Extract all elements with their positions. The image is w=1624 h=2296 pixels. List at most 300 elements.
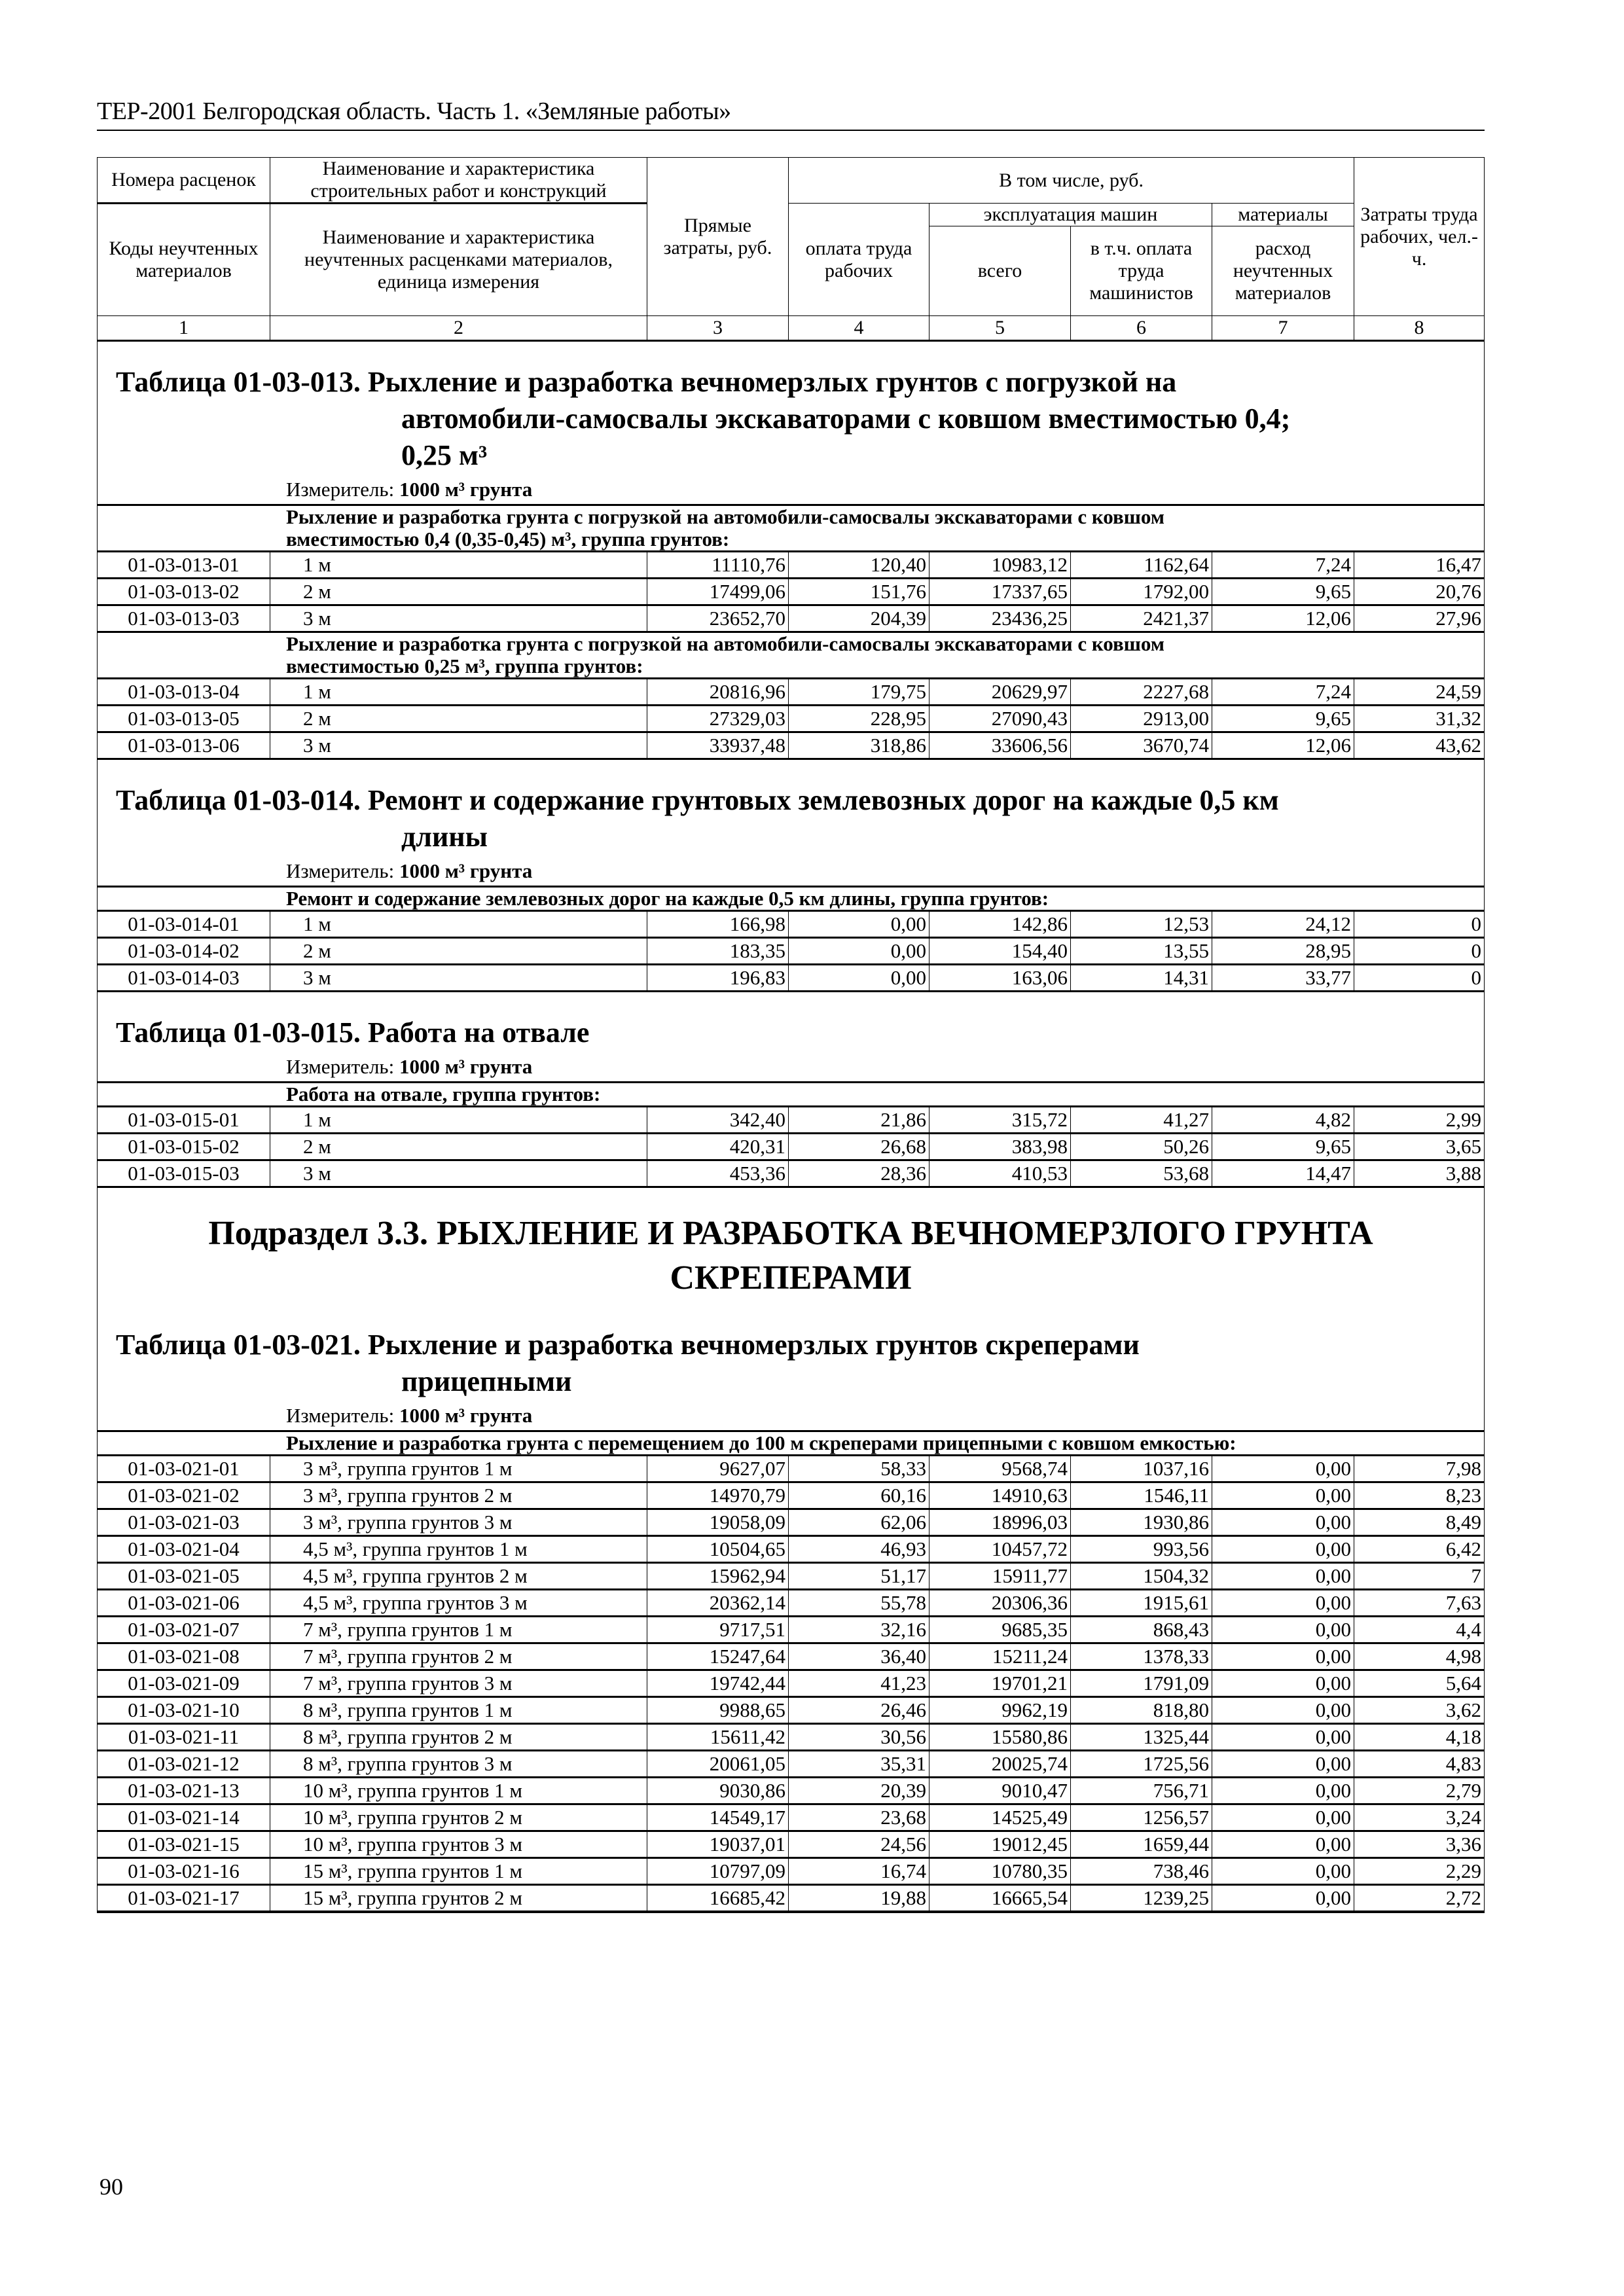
col-number: 6: [1071, 316, 1212, 341]
value-hours: 8,23: [1354, 1482, 1485, 1509]
rate-code: 01-03-021-13: [98, 1778, 270, 1804]
value-machines: 14525,49: [929, 1804, 1071, 1831]
value-machines: 383,98: [929, 1134, 1071, 1160]
value-operators: 1791,09: [1071, 1670, 1212, 1697]
value-hours: 2,99: [1354, 1107, 1485, 1134]
value-machines: 18996,03: [929, 1509, 1071, 1536]
rate-code: 01-03-014-02: [98, 938, 270, 965]
rate-name: 8 м³, группа грунтов 3 м: [270, 1751, 647, 1778]
value-labor: 120,40: [789, 552, 929, 579]
rate-name: 15 м³, группа грунтов 1 м: [270, 1858, 647, 1885]
value-materials: 0,00: [1212, 1778, 1354, 1804]
col-header-machines-total: всего: [929, 226, 1071, 316]
rate-code: 01-03-015-01: [98, 1107, 270, 1134]
value-materials: 4,82: [1212, 1107, 1354, 1134]
value-operators: 53,68: [1071, 1160, 1212, 1187]
table-row: [98, 1134, 1485, 1160]
rate-code: 01-03-013-06: [98, 732, 270, 759]
value-direct: 19058,09: [647, 1509, 789, 1536]
value-machines: 9568,74: [929, 1456, 1071, 1482]
table-row: [98, 1885, 1485, 1912]
value-hours: 4,98: [1354, 1643, 1485, 1670]
value-operators: 2913,00: [1071, 706, 1212, 732]
column-numbers-row: [98, 316, 1485, 341]
rate-code: 01-03-021-10: [98, 1697, 270, 1724]
section-block: [98, 759, 1485, 887]
value-hours: 3,36: [1354, 1831, 1485, 1858]
section-cell: [98, 759, 1485, 887]
value-direct: 17499,06: [647, 579, 789, 605]
value-hours: 2,79: [1354, 1778, 1485, 1804]
rate-name: 2 м: [270, 938, 647, 965]
measurer-value: 1000 м³ грунта: [399, 1055, 533, 1078]
value-direct: 19037,01: [647, 1831, 789, 1858]
rate-name: 8 м³, группа грунтов 1 м: [270, 1697, 647, 1724]
value-operators: 818,80: [1071, 1697, 1212, 1724]
table-row: [98, 1858, 1485, 1885]
value-labor: 151,76: [789, 579, 929, 605]
table-row: [98, 552, 1485, 579]
rate-code: 01-03-021-17: [98, 1885, 270, 1912]
rate-code: 01-03-021-04: [98, 1536, 270, 1563]
rate-name: 4,5 м³, группа грунтов 2 м: [270, 1563, 647, 1590]
value-direct: 342,40: [647, 1107, 789, 1134]
table-row: [98, 1804, 1485, 1831]
value-machines: 10457,72: [929, 1536, 1071, 1563]
group-heading: [98, 505, 1485, 552]
header-row-1: [98, 158, 1485, 204]
table-title: [98, 342, 1484, 474]
value-machines: 15580,86: [929, 1724, 1071, 1751]
value-hours: 8,49: [1354, 1509, 1485, 1536]
col-number: 1: [98, 316, 270, 341]
subsection-title-line: СКРЕПЕРАМИ: [670, 1259, 912, 1297]
group-heading-row: [98, 1083, 1485, 1107]
value-materials: 9,65: [1212, 1134, 1354, 1160]
rate-name: 3 м³, группа грунтов 1 м: [270, 1456, 647, 1482]
rate-code: 01-03-013-02: [98, 579, 270, 605]
value-operators: 1725,56: [1071, 1751, 1212, 1778]
rate-name: 3 м: [270, 965, 647, 992]
rate-name: 7 м³, группа грунтов 2 м: [270, 1643, 647, 1670]
value-labor: 228,95: [789, 706, 929, 732]
value-labor: 26,68: [789, 1134, 929, 1160]
section-block: [98, 1187, 1485, 1431]
value-operators: 50,26: [1071, 1134, 1212, 1160]
value-direct: 166,98: [647, 911, 789, 938]
value-direct: 10797,09: [647, 1858, 789, 1885]
table-row: [98, 965, 1485, 992]
value-materials: 0,00: [1212, 1563, 1354, 1590]
rate-code: 01-03-021-08: [98, 1643, 270, 1670]
rate-name: 1 м: [270, 911, 647, 938]
value-materials: 0,00: [1212, 1456, 1354, 1482]
rate-code: 01-03-013-05: [98, 706, 270, 732]
value-direct: 9717,51: [647, 1617, 789, 1643]
value-direct: 20061,05: [647, 1751, 789, 1778]
value-hours: 7,63: [1354, 1590, 1485, 1617]
table-row: [98, 1160, 1485, 1187]
value-machines: 410,53: [929, 1160, 1071, 1187]
value-direct: 11110,76: [647, 552, 789, 579]
value-hours: 16,47: [1354, 552, 1485, 579]
section-cell: [98, 992, 1485, 1083]
table-row: [98, 938, 1485, 965]
value-hours: 3,24: [1354, 1804, 1485, 1831]
value-machines: 10780,35: [929, 1858, 1071, 1885]
group-heading-row: [98, 505, 1485, 552]
col-header-worker-pay: оплата труда рабочих: [789, 204, 929, 316]
table-row: [98, 1509, 1485, 1536]
value-machines: 17337,65: [929, 579, 1071, 605]
table-row: [98, 1590, 1485, 1617]
table-row: [98, 1643, 1485, 1670]
rate-code: 01-03-014-03: [98, 965, 270, 992]
table-row: [98, 732, 1485, 759]
value-hours: 5,64: [1354, 1670, 1485, 1697]
value-direct: 15247,64: [647, 1643, 789, 1670]
value-materials: 0,00: [1212, 1858, 1354, 1885]
section-cell: [98, 341, 1485, 505]
table-row: [98, 1751, 1485, 1778]
rate-code: 01-03-015-03: [98, 1160, 270, 1187]
value-operators: 1378,33: [1071, 1643, 1212, 1670]
measurer-value: 1000 м³ грунта: [399, 1404, 533, 1427]
table-title-line: прицепными: [401, 1365, 572, 1397]
value-materials: 28,95: [1212, 938, 1354, 965]
value-materials: 9,65: [1212, 579, 1354, 605]
value-labor: 318,86: [789, 732, 929, 759]
measurer: [98, 1400, 1484, 1430]
value-direct: 9627,07: [647, 1456, 789, 1482]
section-block: [98, 992, 1485, 1083]
value-labor: 62,06: [789, 1509, 929, 1536]
value-labor: 16,74: [789, 1858, 929, 1885]
value-hours: 2,72: [1354, 1885, 1485, 1912]
value-materials: 0,00: [1212, 1724, 1354, 1751]
value-operators: 1239,25: [1071, 1885, 1212, 1912]
value-hours: 43,62: [1354, 732, 1485, 759]
value-operators: 1037,16: [1071, 1456, 1212, 1482]
value-direct: 9988,65: [647, 1697, 789, 1724]
value-hours: 0: [1354, 938, 1485, 965]
group-heading: [98, 887, 1485, 911]
group-heading: [98, 632, 1485, 679]
value-labor: 23,68: [789, 1804, 929, 1831]
value-direct: 183,35: [647, 938, 789, 965]
table-title-line: автомобили-самосвалы экскаваторами с ковшом вместимостью 0,4;: [401, 403, 1291, 435]
value-labor: 55,78: [789, 1590, 929, 1617]
value-operators: 1325,44: [1071, 1724, 1212, 1751]
rate-code: 01-03-014-01: [98, 911, 270, 938]
value-materials: 0,00: [1212, 1885, 1354, 1912]
value-machines: 33606,56: [929, 732, 1071, 759]
value-machines: 20629,97: [929, 679, 1071, 706]
measurer-label: Измеритель:: [286, 1404, 395, 1427]
value-labor: 20,39: [789, 1778, 929, 1804]
table-row: [98, 1563, 1485, 1590]
value-operators: 868,43: [1071, 1617, 1212, 1643]
rate-name: 2 м: [270, 579, 647, 605]
value-direct: 453,36: [647, 1160, 789, 1187]
value-hours: 3,65: [1354, 1134, 1485, 1160]
rate-code: 01-03-021-01: [98, 1456, 270, 1482]
value-materials: 0,00: [1212, 1804, 1354, 1831]
value-machines: 15211,24: [929, 1643, 1071, 1670]
measurer: [98, 1051, 1484, 1081]
value-direct: 20362,14: [647, 1590, 789, 1617]
value-labor: 0,00: [789, 938, 929, 965]
rate-code: 01-03-021-11: [98, 1724, 270, 1751]
col-number: 2: [270, 316, 647, 341]
value-materials: 24,12: [1212, 911, 1354, 938]
value-materials: 12,06: [1212, 605, 1354, 632]
value-direct: 20816,96: [647, 679, 789, 706]
value-operators: 2227,68: [1071, 679, 1212, 706]
running-header-title: ТЕР-2001 Белгородская область. Часть 1. «Земляные работы»: [97, 98, 731, 125]
value-materials: 0,00: [1212, 1697, 1354, 1724]
value-machines: 154,40: [929, 938, 1071, 965]
value-machines: 19701,21: [929, 1670, 1071, 1697]
rate-name: 10 м³, группа грунтов 2 м: [270, 1804, 647, 1831]
table-row: [98, 1456, 1485, 1482]
value-direct: 33937,48: [647, 732, 789, 759]
value-machines: 9962,19: [929, 1697, 1071, 1724]
value-materials: 0,00: [1212, 1590, 1354, 1617]
group-heading-line: Работа на отвале, группа грунтов:: [286, 1083, 601, 1105]
value-operators: 13,55: [1071, 938, 1212, 965]
group-heading-line: Ремонт и содержание землевозных дорог на каждые 0,5 км длины, группа грунтов:: [286, 887, 1049, 910]
value-labor: 24,56: [789, 1831, 929, 1858]
measurer-label: Измеритель:: [286, 478, 395, 501]
value-materials: 9,65: [1212, 706, 1354, 732]
col-number: 4: [789, 316, 929, 341]
table-title: [98, 992, 1484, 1051]
value-machines: 315,72: [929, 1107, 1071, 1134]
value-materials: 0,00: [1212, 1670, 1354, 1697]
value-labor: 21,86: [789, 1107, 929, 1134]
value-operators: 1792,00: [1071, 579, 1212, 605]
rate-name: 1 м: [270, 552, 647, 579]
value-hours: 4,18: [1354, 1724, 1485, 1751]
rate-code: 01-03-013-01: [98, 552, 270, 579]
table-row: [98, 1697, 1485, 1724]
value-materials: 0,00: [1212, 1751, 1354, 1778]
value-labor: 26,46: [789, 1697, 929, 1724]
value-operators: 3670,74: [1071, 732, 1212, 759]
rate-name: 2 м: [270, 1134, 647, 1160]
table-title-line: 0,25 м³: [401, 439, 488, 471]
rate-name: 8 м³, группа грунтов 2 м: [270, 1724, 647, 1751]
table-row: [98, 679, 1485, 706]
rate-name: 2 м: [270, 706, 647, 732]
value-labor: 35,31: [789, 1751, 929, 1778]
value-labor: 28,36: [789, 1160, 929, 1187]
value-labor: 36,40: [789, 1643, 929, 1670]
value-hours: 0: [1354, 911, 1485, 938]
value-direct: 14970,79: [647, 1482, 789, 1509]
value-materials: 0,00: [1212, 1536, 1354, 1563]
col-header-direct-costs: Прямые затраты, руб.: [647, 158, 789, 316]
group-heading-row: [98, 887, 1485, 911]
value-hours: 7,98: [1354, 1456, 1485, 1482]
value-machines: 15911,77: [929, 1563, 1071, 1590]
value-materials: 33,77: [1212, 965, 1354, 992]
value-hours: 6,42: [1354, 1536, 1485, 1563]
col-header-material-names: Наименование и характеристика неучтенных расценками материалов, единица измерения: [270, 204, 647, 316]
value-machines: 20306,36: [929, 1590, 1071, 1617]
group-heading-line: Рыхление и разработка грунта с перемещением до 100 м скреперами прицепными с ковшом емкостью:: [286, 1431, 1236, 1454]
value-labor: 58,33: [789, 1456, 929, 1482]
value-machines: 10983,12: [929, 552, 1071, 579]
group-heading: [98, 1083, 1485, 1107]
rate-code: 01-03-013-03: [98, 605, 270, 632]
rate-name: 1 м: [270, 1107, 647, 1134]
table-row: [98, 1617, 1485, 1643]
col-number: 3: [647, 316, 789, 341]
value-operators: 756,71: [1071, 1778, 1212, 1804]
value-direct: 9030,86: [647, 1778, 789, 1804]
value-materials: 0,00: [1212, 1617, 1354, 1643]
rate-name: 3 м: [270, 1160, 647, 1187]
value-direct: 420,31: [647, 1134, 789, 1160]
table-row: [98, 1670, 1485, 1697]
table-title-line: Таблица 01-03-021. Рыхление и разработка вечномерзлых грунтов скреперами: [116, 1329, 1140, 1361]
value-labor: 30,56: [789, 1724, 929, 1751]
value-materials: 7,24: [1212, 552, 1354, 579]
value-operators: 14,31: [1071, 965, 1212, 992]
rate-name: 3 м: [270, 732, 647, 759]
value-hours: 0: [1354, 965, 1485, 992]
page-number: 90: [99, 2174, 123, 2200]
value-labor: 32,16: [789, 1617, 929, 1643]
rate-name: 7 м³, группа грунтов 3 м: [270, 1670, 647, 1697]
value-direct: 196,83: [647, 965, 789, 992]
value-materials: 0,00: [1212, 1831, 1354, 1858]
value-operators: 1659,44: [1071, 1831, 1212, 1858]
measurer-label: Измеритель:: [286, 1055, 395, 1078]
value-operators: 738,46: [1071, 1858, 1212, 1885]
subsection-title-line: Подраздел 3.3. РЫХЛЕНИЕ И РАЗРАБОТКА ВЕЧНОМЕРЗЛОГО ГРУНТА: [208, 1215, 1373, 1252]
group-heading-row: [98, 1431, 1485, 1456]
measurer: [98, 855, 1484, 886]
col-header-materials: материалы: [1212, 204, 1354, 226]
rate-name: 1 м: [270, 679, 647, 706]
col-header-machine-operation: эксплуатация машин: [929, 204, 1212, 226]
table-row: [98, 1724, 1485, 1751]
table-row: [98, 911, 1485, 938]
table-title-line: Таблица 01-03-013. Рыхление и разработка вечномерзлых грунтов с погрузкой на: [116, 366, 1177, 398]
value-hours: 7: [1354, 1563, 1485, 1590]
value-operators: 41,27: [1071, 1107, 1212, 1134]
value-machines: 20025,74: [929, 1751, 1071, 1778]
value-labor: 51,17: [789, 1563, 929, 1590]
table-title: [98, 760, 1484, 855]
value-machines: 163,06: [929, 965, 1071, 992]
rate-code: 01-03-021-02: [98, 1482, 270, 1509]
value-hours: 27,96: [1354, 605, 1485, 632]
value-machines: 27090,43: [929, 706, 1071, 732]
table-row: [98, 706, 1485, 732]
table-row: [98, 579, 1485, 605]
rate-code: 01-03-013-04: [98, 679, 270, 706]
value-operators: 1162,64: [1071, 552, 1212, 579]
value-direct: 15962,94: [647, 1563, 789, 1590]
value-hours: 31,32: [1354, 706, 1485, 732]
rate-code: 01-03-021-05: [98, 1563, 270, 1590]
rate-code: 01-03-021-16: [98, 1858, 270, 1885]
value-direct: 14549,17: [647, 1804, 789, 1831]
value-operators: 1504,32: [1071, 1563, 1212, 1590]
value-machines: 23436,25: [929, 605, 1071, 632]
rate-name: 15 м³, группа грунтов 2 м: [270, 1885, 647, 1912]
header-row-2: [98, 204, 1485, 226]
measurer: [98, 474, 1484, 504]
table-row: [98, 1482, 1485, 1509]
rate-code: 01-03-021-14: [98, 1804, 270, 1831]
rate-name: 7 м³, группа грунтов 1 м: [270, 1617, 647, 1643]
value-materials: 7,24: [1212, 679, 1354, 706]
rate-code: 01-03-021-15: [98, 1831, 270, 1858]
table-title-line: Таблица 01-03-015. Работа на отвале: [116, 1016, 590, 1049]
value-operators: 1915,61: [1071, 1590, 1212, 1617]
group-heading-line: Рыхление и разработка грунта с погрузкой на автомобили-самосвалы экскаваторами с ковшом: [286, 505, 1164, 528]
value-labor: 41,23: [789, 1670, 929, 1697]
value-direct: 23652,70: [647, 605, 789, 632]
value-materials: 12,06: [1212, 732, 1354, 759]
value-machines: 9010,47: [929, 1778, 1071, 1804]
value-operators: 1546,11: [1071, 1482, 1212, 1509]
value-machines: 16665,54: [929, 1885, 1071, 1912]
value-labor: 179,75: [789, 679, 929, 706]
table-title-line: Таблица 01-03-014. Ремонт и содержание грунтовых землевозных дорог на каждые 0,5 км: [116, 784, 1279, 816]
group-heading-line: вместимостью 0,25 м³, группа грунтов:: [286, 655, 643, 677]
table-row: [98, 605, 1485, 632]
value-labor: 0,00: [789, 965, 929, 992]
table-row: [98, 1831, 1485, 1858]
rate-name: 4,5 м³, группа грунтов 1 м: [270, 1536, 647, 1563]
value-labor: 19,88: [789, 1885, 929, 1912]
table-row: [98, 1778, 1485, 1804]
rate-code: 01-03-021-12: [98, 1751, 270, 1778]
value-direct: 16685,42: [647, 1885, 789, 1912]
rates-table: [97, 157, 1485, 1913]
col-header-material-codes: Коды неучтенных материалов: [98, 204, 270, 316]
rate-name: 10 м³, группа грунтов 3 м: [270, 1831, 647, 1858]
group-heading-line: Рыхление и разработка грунта с погрузкой на автомобили-самосвалы экскаваторами с ковшом: [286, 632, 1164, 655]
col-header-unaccounted-materials: расход неучтенных материалов: [1212, 226, 1354, 316]
group-heading-line: вместимостью 0,4 (0,35-0,45) м³, группа грунтов:: [286, 528, 730, 550]
rate-name: 3 м³, группа грунтов 2 м: [270, 1482, 647, 1509]
rate-code: 01-03-015-02: [98, 1134, 270, 1160]
col-header-rate-numbers: Номера расценок: [98, 158, 270, 204]
price-table-page: [97, 157, 1484, 1913]
value-operators: 1256,57: [1071, 1804, 1212, 1831]
value-labor: 46,93: [789, 1536, 929, 1563]
value-hours: 20,76: [1354, 579, 1485, 605]
rate-name: 3 м³, группа грунтов 3 м: [270, 1509, 647, 1536]
col-header-including: В том числе, руб.: [789, 158, 1354, 204]
rate-name: 10 м³, группа грунтов 1 м: [270, 1778, 647, 1804]
value-direct: 10504,65: [647, 1536, 789, 1563]
value-operators: 993,56: [1071, 1536, 1212, 1563]
col-header-work-name: Наименование и характеристика строительных работ и конструкций: [270, 158, 647, 204]
rate-code: 01-03-021-03: [98, 1509, 270, 1536]
value-hours: 2,29: [1354, 1858, 1485, 1885]
rate-name: 4,5 м³, группа грунтов 3 м: [270, 1590, 647, 1617]
value-labor: 60,16: [789, 1482, 929, 1509]
value-materials: 0,00: [1212, 1482, 1354, 1509]
